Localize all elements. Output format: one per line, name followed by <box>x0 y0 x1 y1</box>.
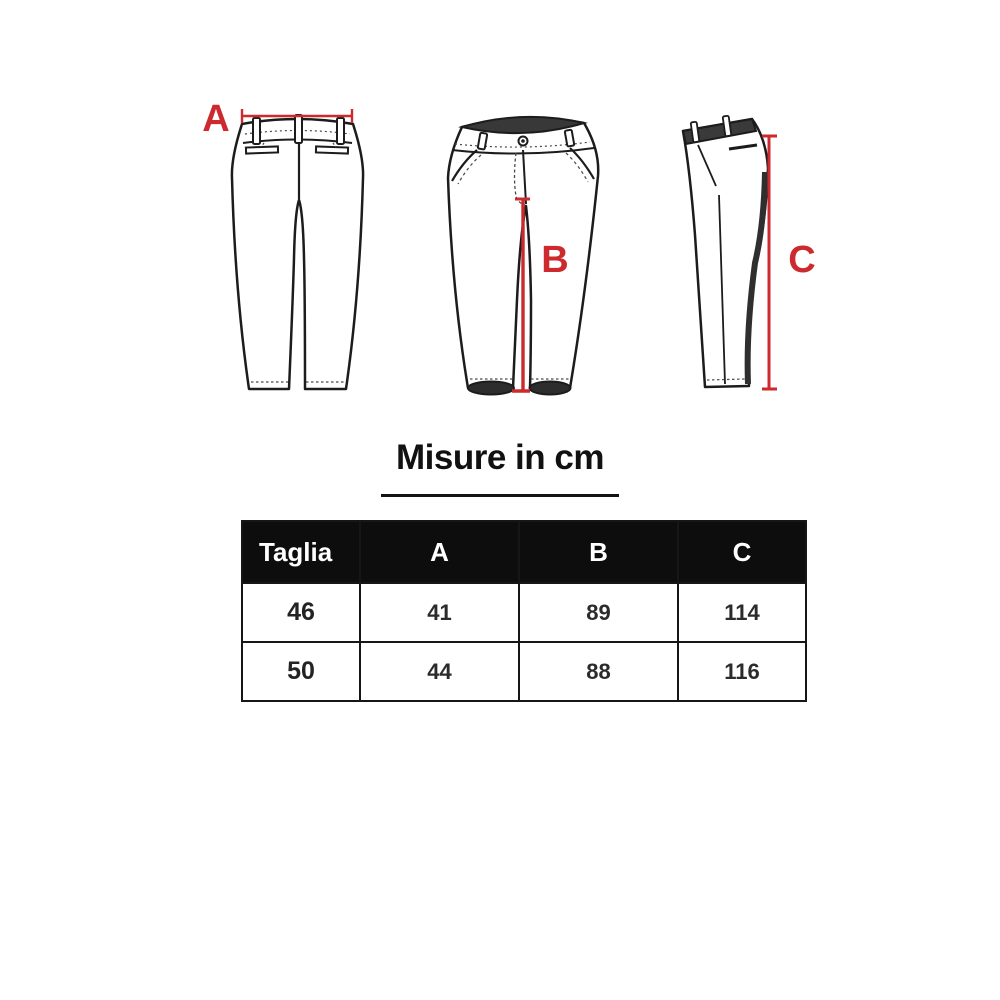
size-value: 46 <box>242 583 360 642</box>
size-table-body <box>242 583 806 701</box>
back-belt-loop-left <box>253 118 260 144</box>
column-header-taglia: Taglia <box>242 521 360 583</box>
measurement-label-c: C <box>788 239 816 281</box>
measure-b-value: 88 <box>519 642 678 701</box>
column-header-a: A <box>360 521 519 583</box>
measurement-label-a: A <box>202 98 230 140</box>
measure-c-value: 116 <box>678 642 806 701</box>
back-belt-loop-center <box>295 115 302 143</box>
measurement-label-b: B <box>541 239 569 281</box>
size-table-header <box>242 521 806 583</box>
front-hem-opening-left <box>468 382 514 395</box>
size-table <box>241 520 807 702</box>
pants-side-view-drawing <box>683 116 768 387</box>
front-hem-opening-right <box>530 382 571 395</box>
table-row-size-50 <box>242 642 806 701</box>
header-row <box>242 521 806 583</box>
front-button-center <box>521 139 525 143</box>
page-title: Misure in cm <box>396 438 604 477</box>
measure-c-value: 114 <box>678 583 806 642</box>
back-pocket-right <box>316 146 348 153</box>
column-header-b: B <box>519 521 678 583</box>
measure-a-value: 41 <box>360 583 519 642</box>
pants-back-view-drawing <box>232 115 363 389</box>
size-value: 50 <box>242 642 360 701</box>
pants-technical-drawings <box>0 0 1000 440</box>
front-belt-loop-right <box>565 130 575 147</box>
back-silhouette <box>232 119 363 389</box>
title-underline <box>381 494 619 497</box>
table-row-size-46 <box>242 583 806 642</box>
back-pocket-left <box>246 146 278 153</box>
measure-b-value: 89 <box>519 583 678 642</box>
title-block <box>0 438 1000 497</box>
measure-a-value: 44 <box>360 642 519 701</box>
front-belt-loop-left <box>478 133 488 150</box>
back-belt-loop-right <box>337 118 344 144</box>
column-header-c: C <box>678 521 806 583</box>
